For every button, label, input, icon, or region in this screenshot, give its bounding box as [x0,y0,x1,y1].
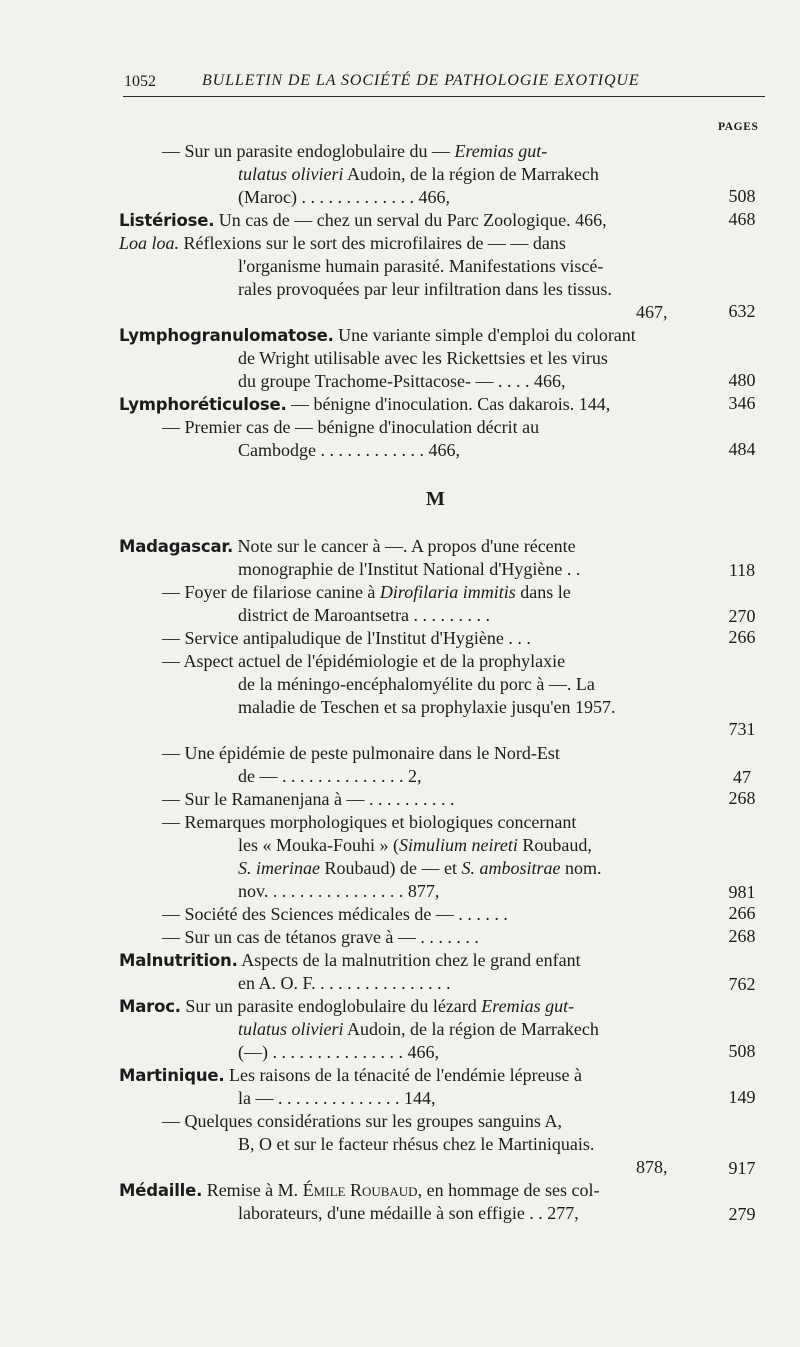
entry-keyword: Madagascar. [119,537,234,556]
entry-line: laborateurs, d'une médaille à son effigie . . 277, [238,1203,579,1223]
species-name: tulatus olivieri [238,164,344,184]
entry-keyword: Listériose. [119,211,215,230]
header-rule [123,96,765,97]
page-ref: 981 [728,882,756,902]
running-title: BULLETIN DE LA SOCIÉTÉ DE PATHOLOGIE EXOTIQUE [202,72,640,89]
page-ref: 47 [733,767,751,787]
page-ref: 762 [728,974,756,994]
entry-line [119,949,581,972]
entry-line: l'organisme humain parasité. Manifestations viscé- [238,256,604,276]
entry-line: Cambodge . . . . . . . . . . . . 466, [238,440,460,460]
entry-line: B, O et sur le facteur rhésus chez le Martiniquais. [238,1134,595,1154]
entry-line: 878, [636,1157,668,1177]
species-name: Simulium neireti [399,835,518,855]
page-ref: 149 [728,1087,756,1107]
entry-text: Les raisons de la ténacité de l'endémie lépreuse à [224,1065,583,1085]
entry-line: — Aspect actuel de l'épidémiologie et de la prophylaxie [162,651,566,671]
entry-line: — Service antipaludique de l'Institut d'Hygiène . . . [162,628,531,648]
entry-text: Sur un parasite endoglobulaire du lézard [180,996,482,1016]
entry-keyword: Maroc. [119,997,181,1016]
species-name: Eremias gut- [454,141,548,161]
entry-line [119,232,566,254]
entry-line [238,1018,599,1040]
entry-text: Aspects de la malnutrition chez le grand enfant [237,950,581,970]
entry-line: du groupe Trachome-Psittacose- — . . . . 466, [238,371,566,391]
page-ref: 279 [728,1204,756,1224]
entry-line [119,393,610,416]
entry-line: rales provoquées par leur infiltration dans les tissus. [238,279,612,299]
entry-text: , en hommage de ses col- [417,1180,600,1200]
entry-line: nov. . . . . . . . . . . . . . . . 877, [238,881,440,901]
entry-text: Un cas de — chez un serval du Parc Zoologique. 466, [214,210,607,230]
entry-line [119,1064,582,1087]
page-ref: 346 [728,393,756,413]
entry-line [162,581,571,603]
entry-line: — Quelques considérations sur les groupes sanguins A, [162,1111,562,1131]
page-ref: 484 [728,439,756,459]
entry-keyword: Martinique. [119,1066,225,1085]
entry-line [238,857,601,879]
species-name: Eremias gut- [481,996,575,1016]
entry-line [119,1179,600,1202]
entry-text: Roubaud) de — et [319,858,462,878]
species-name: Dirofilaria immitis [379,582,516,602]
page-ref: 508 [728,1041,756,1061]
entry-text: Réflexions sur le sort des microfilaires de — — dans [179,233,566,253]
entry-keyword: Loa loa. [119,233,180,253]
entry-keyword: Lymphogranulomatose. [119,326,334,345]
page-number: 1052 [124,73,156,90]
entry-line: 467, [636,302,668,322]
entry-line: maladie de Teschen et sa prophylaxie jusqu'en 1957. [238,697,616,717]
entry-line [162,140,547,162]
species-name: S. ambositrae [461,858,561,878]
entry-line: district de Maroantsetra . . . . . . . . . [238,605,490,625]
entry-text: Remise à M. [202,1180,303,1200]
species-name: S. imerinae [238,858,320,878]
entry-line [119,324,636,347]
entry-text: Roubaud, [517,835,592,855]
entry-text: dans le [515,582,571,602]
entry-line: — Sur un cas de tétanos grave à — . . . . . . . [162,927,479,947]
page-ref: 632 [728,301,756,321]
entry-line [119,209,607,232]
page-ref: 266 [728,903,756,923]
entry-text: — Sur un parasite endoglobulaire du — [162,141,455,161]
page-ref: 270 [728,606,756,626]
person-name: Émile Roubaud [302,1180,418,1200]
entry-line: monographie de l'Institut National d'Hygiène . . [238,559,581,579]
entry-keyword: Malnutrition. [119,951,238,970]
entry-line: (—) . . . . . . . . . . . . . . . 466, [238,1042,439,1062]
entry-text: — bénigne d'inoculation. Cas dakarois. 144, [286,394,611,414]
entry-line: de — . . . . . . . . . . . . . . 2, [238,766,422,786]
entry-line [119,535,576,558]
page-ref: 468 [728,209,756,229]
entry-line: de Wright utilisable avec les Rickettsies et les virus [238,348,608,368]
page-ref: 508 [728,186,756,206]
species-name: tulatus olivieri [238,1019,344,1039]
entry-line [119,995,574,1018]
entry-line: de la méningo-encéphalomyélite du porc à —. La [238,674,595,694]
entry-line: — Société des Sciences médicales de — . . . . . . [162,904,508,924]
page-ref: 480 [728,370,756,390]
entry-line: — Premier cas de — bénigne d'inoculation décrit au [162,417,540,437]
entry-line: la — . . . . . . . . . . . . . . 144, [238,1088,436,1108]
entry-line: — Sur le Ramanenjana à — . . . . . . . . . . [162,789,455,809]
entry-text: nom. [560,858,602,878]
entry-text: Note sur le cancer à —. A propos d'une récente [233,536,576,556]
entry-text: Une variante simple d'emploi du colorant [333,325,636,345]
page-ref: 731 [728,719,756,739]
entry-line: (Maroc) . . . . . . . . . . . . . 466, [238,187,450,207]
entry-line: — Remarques morphologiques et biologiques concernant [162,812,577,832]
entry-keyword: Lymphoréticulose. [119,395,287,414]
page-ref: 268 [728,788,756,808]
entry-keyword: Médaille. [119,1181,203,1200]
page-ref: 917 [728,1158,756,1178]
section-letter: M [426,488,445,510]
page-ref: 268 [728,926,756,946]
page-ref: 118 [728,560,756,580]
entry-line: — Une épidémie de peste pulmonaire dans le Nord-Est [162,743,560,763]
entry-line [238,834,592,856]
entry-line [238,163,599,185]
entry-line: en A. O. F. . . . . . . . . . . . . . . . [238,973,451,993]
page-ref: 266 [728,627,756,647]
entry-text: Audoin, de la région de Marrakech [343,1019,599,1039]
pages-column-header: PAGES [718,121,759,133]
entry-text: les « Mouka-Fouhi » ( [238,835,399,855]
entry-text: — Foyer de filariose canine à [162,582,380,602]
entry-text: Audoin, de la région de Marrakech [343,164,599,184]
